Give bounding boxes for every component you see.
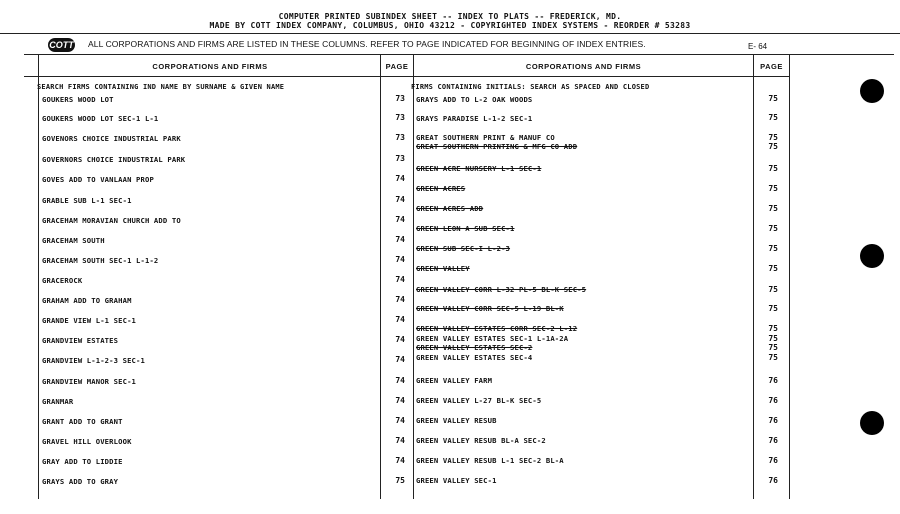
list-item: GREAT SOUTHERN PRINTING & MFG CO ADD (416, 142, 578, 151)
list-item: GRAY ADD TO LIDDIE (42, 457, 123, 466)
page-number: 74 (395, 376, 405, 385)
list-item: GRAYS ADD TO L-2 OAK WOODS (416, 95, 533, 104)
list-item: GOUKERS WOOD LOT (42, 95, 114, 104)
left-column-heading: CORPORATIONS AND FIRMS (152, 62, 268, 71)
page-number: 75 (768, 204, 778, 213)
list-item: GREEN VALLEY ESTATES CORR SEC-2 L-12 (416, 324, 578, 333)
list-item: GREEN ACRES (416, 184, 466, 193)
list-item: GREEN LEON A SUB SEC-1 (416, 224, 515, 233)
list-item: GRANDE VIEW L-1 SEC-1 (42, 316, 137, 325)
list-item: GREEN VALLEY ESTATES SEC-2 (416, 343, 533, 352)
page-number: 75 (768, 285, 778, 294)
left-subheading: SEARCH FIRMS CONTAINING IND NAME BY SURNAME & GIVEN NAME (37, 83, 285, 91)
left-page-heading: PAGE (385, 62, 409, 71)
list-item: GREAT SOUTHERN PRINT & MANUF CO (416, 133, 555, 142)
page-number: 74 (395, 215, 405, 224)
list-item: GREEN VALLEY ESTATES SEC-4 (416, 353, 533, 362)
page-number: 75 (768, 264, 778, 273)
page-number: 75 (395, 476, 405, 485)
left-border (38, 54, 39, 499)
instructions-notice: ALL CORPORATIONS AND FIRMS ARE LISTED IN THESE COLUMNS. REFER TO PAGE INDICATED FOR BEGINNING OF INDEX ENTRIES. (88, 39, 646, 49)
list-item: GRANDVIEW L-1-2-3 SEC-1 (42, 356, 145, 365)
list-item: GRAHAM ADD TO GRAHAM (42, 296, 132, 305)
list-item: GREEN VALLEY L-27 BL-K SEC-5 (416, 396, 542, 405)
binder-hole (860, 411, 884, 435)
left-page-divider (380, 54, 381, 499)
page-number: 74 (395, 295, 405, 304)
page-number: 75 (768, 353, 778, 362)
page-number: 74 (395, 315, 405, 324)
page-number: 75 (768, 133, 778, 142)
page-number: 74 (395, 456, 405, 465)
list-item: GRANDVIEW MANOR SEC-1 (42, 377, 137, 386)
list-item: GRAVEL HILL OVERLOOK (42, 437, 132, 446)
page-number: 74 (395, 416, 405, 425)
page-number: 75 (768, 334, 778, 343)
list-item: GRACEHAM SOUTH (42, 236, 105, 245)
list-item: GREEN VALLEY (416, 264, 470, 273)
list-item: GREEN VALLEY RESUB BL-A SEC-2 (416, 436, 546, 445)
binder-hole (860, 79, 884, 103)
cott-logo: COTT (49, 40, 74, 50)
page-number: 76 (768, 436, 778, 445)
page-number: 75 (768, 343, 778, 352)
list-item: GREEN VALLEY FARM (416, 376, 493, 385)
list-item: GOVENORS CHOICE INDUSTRIAL PARK (42, 134, 181, 143)
page-number: 73 (395, 154, 405, 163)
list-item: GRANMAR (42, 397, 74, 406)
list-item: GRANDVIEW ESTATES (42, 336, 119, 345)
page-number: 75 (768, 244, 778, 253)
table-top-border (24, 54, 894, 55)
page-number: 75 (768, 164, 778, 173)
right-column-heading: CORPORATIONS AND FIRMS (525, 62, 642, 71)
page-number: 73 (395, 94, 405, 103)
center-divider (413, 54, 414, 499)
list-item: GOVES ADD TO VANLAAN PROP (42, 175, 154, 184)
page-number: 76 (768, 396, 778, 405)
page-number: 75 (768, 224, 778, 233)
page-number: 74 (395, 436, 405, 445)
list-item: GREEN VALLEY RESUB (416, 416, 497, 425)
list-item: GREEN VALLEY ESTATES SEC-1 L-1A-2A (416, 334, 569, 343)
list-item: GOUKERS WOOD LOT SEC-1 L-1 (42, 114, 159, 123)
right-subheading: FIRMS CONTAINING INITIALS: SEARCH AS SPACED AND CLOSED (411, 83, 650, 91)
list-item: GRACEROCK (42, 276, 83, 285)
page-number: 75 (768, 324, 778, 333)
page-number: 73 (395, 113, 405, 122)
list-item: GRAYS ADD TO GRAY (42, 477, 119, 486)
list-item: GREEN SUB SEC-I L-2-3 (416, 244, 511, 253)
page-number: 76 (768, 376, 778, 385)
right-border (789, 54, 790, 499)
list-item: GREEN VALLEY SEC-1 (416, 476, 497, 485)
page-number: 74 (395, 275, 405, 284)
top-rule (0, 33, 900, 34)
list-item: GREEN VALLEY RESUB L-1 SEC-2 BL-A (416, 456, 564, 465)
list-item: GRABLE SUB L-1 SEC-1 (42, 196, 132, 205)
page-number: 75 (768, 304, 778, 313)
heading-divider (24, 76, 790, 77)
list-item: GREEN VALLEY CORR L-32 PL-5 BL-K SEC-5 (416, 285, 587, 294)
list-item: GREEN VALLEY CORR SEC-5 L-19 BL-K (416, 304, 564, 313)
page-number: 73 (395, 133, 405, 142)
page-number: 75 (768, 142, 778, 151)
page-number: 76 (768, 476, 778, 485)
binder-hole (860, 244, 884, 268)
page-number: 75 (768, 94, 778, 103)
page-number: 74 (395, 335, 405, 344)
page-number: 75 (768, 184, 778, 193)
page-number: 75 (768, 113, 778, 122)
list-item: GREEN ACRE NURSERY L-1 SEC-1 (416, 164, 542, 173)
list-item: GOVERNORS CHOICE INDUSTRIAL PARK (42, 155, 186, 164)
sheet-title: COMPUTER PRINTED SUBINDEX SHEET -- INDEX TO PLATS -- FREDERICK, MD. (278, 12, 622, 21)
sheet-number: E- 64 (748, 42, 768, 51)
list-item: GRACEHAM SOUTH SEC-1 L-1-2 (42, 256, 159, 265)
page-number: 74 (395, 396, 405, 405)
page-number: 74 (395, 355, 405, 364)
page-number: 74 (395, 195, 405, 204)
list-item: GRACEHAM MORAVIAN CHURCH ADD TO (42, 216, 181, 225)
page-number: 74 (395, 174, 405, 183)
sheet-publisher: MADE BY COTT INDEX COMPANY, COLUMBUS, OHIO 43212 - COPYRIGHTED INDEX SYSTEMS - REORDER # 53283 (209, 21, 691, 30)
page-number: 76 (768, 416, 778, 425)
right-page-heading: PAGE (760, 62, 783, 71)
page-number: 76 (768, 456, 778, 465)
right-page-divider (753, 54, 754, 499)
page-number: 74 (395, 255, 405, 264)
list-item: GREEN ACRES ADD (416, 204, 484, 213)
list-item: GRAYS PARADISE L-1-2 SEC-1 (416, 114, 533, 123)
list-item: GRANT ADD TO GRANT (42, 417, 123, 426)
page-number: 74 (395, 235, 405, 244)
